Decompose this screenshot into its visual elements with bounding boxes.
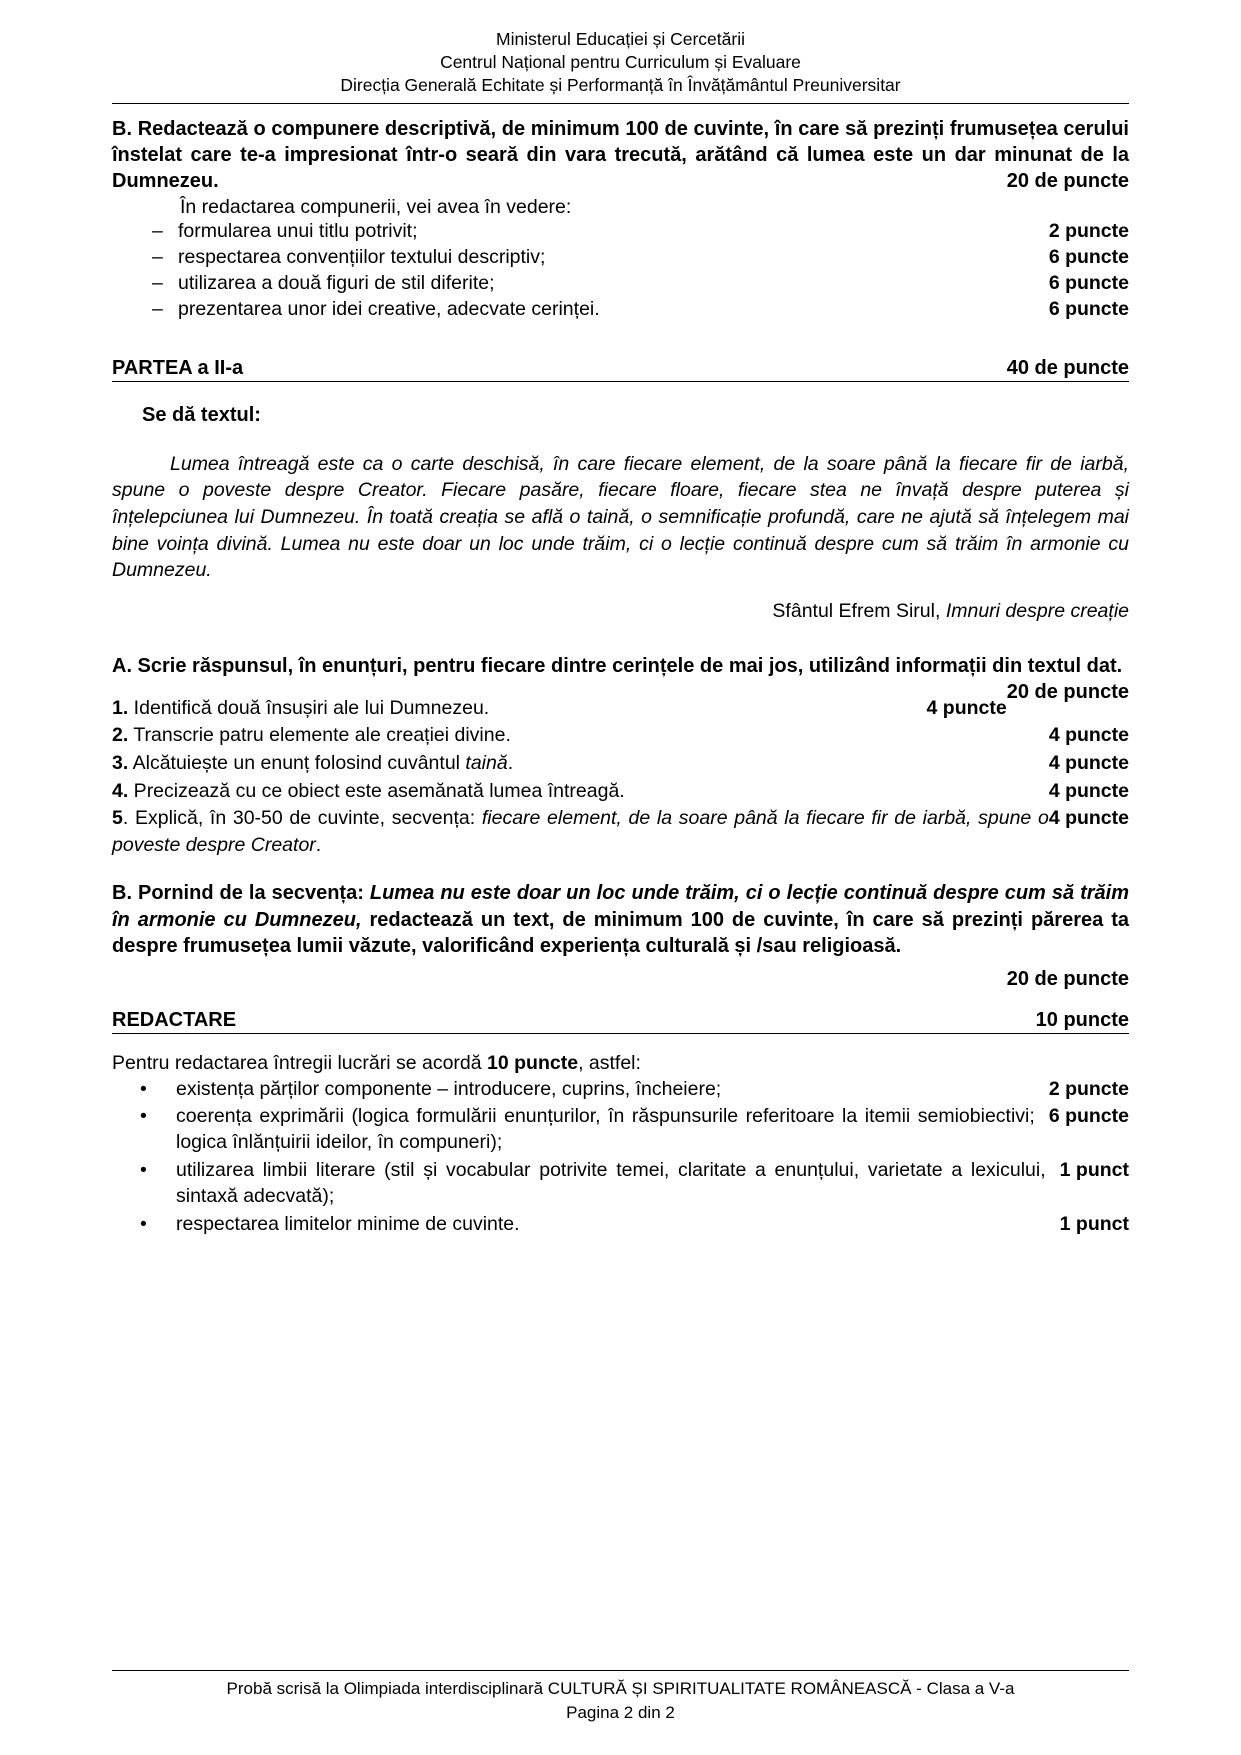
criterion-line bbox=[176, 1077, 1129, 1103]
item-body: Precizează cu ce obiect este asemănată lumea întreagă. bbox=[128, 779, 625, 802]
part1-task-b-intro: În redactarea compunerii, vei avea în vedere: bbox=[180, 196, 572, 219]
list-item bbox=[112, 1212, 1129, 1238]
redactare-title: REDACTARE bbox=[112, 1008, 237, 1031]
item-points: 4 puncte bbox=[926, 696, 1007, 719]
bullet-icon: • bbox=[140, 1213, 147, 1236]
text-given-label: Se dă textul: bbox=[142, 403, 261, 426]
criterion-points: 6 puncte bbox=[1048, 272, 1129, 295]
item-body: Transcrie patru elemente ale creației divine. bbox=[128, 724, 511, 747]
footer-exam-title: Probă scrisă la Olimpiada interdisciplinară CULTURĂ ȘI SPIRITUALITATE ROMÂNEASCĂ - Clasa a V-a bbox=[226, 1679, 1015, 1699]
list-item bbox=[112, 297, 1129, 323]
header-line-center: Centrul Național pentru Curriculum și Evaluare bbox=[440, 52, 801, 73]
list-item bbox=[112, 750, 1129, 778]
part2-task-a-items bbox=[112, 695, 1129, 806]
item-keyword: taină bbox=[465, 751, 508, 774]
criterion-points: 6 puncte bbox=[1048, 1105, 1129, 1128]
part2-task-a-item5 bbox=[112, 805, 1129, 858]
criterion-points: 1 punct bbox=[1059, 1159, 1129, 1182]
item-number: 3. bbox=[112, 751, 129, 774]
criterion-text: utilizarea limbii literare (stil și vocabular potrivite temei, claritate a enunțului, varietate a lexicului, sintaxă adecvată); bbox=[176, 1159, 1046, 1208]
list-item bbox=[112, 778, 1129, 806]
criterion-text: utilizarea a două figuri de stil diferite; bbox=[178, 272, 495, 295]
quote-work-title: Imnuri despre creație bbox=[945, 599, 1129, 622]
redactare-intro-points: 10 puncte bbox=[487, 1051, 579, 1074]
criterion-text: coerența exprimării (logica formulării enunțurilor, în răspunsurile referitoare la itemii semiobiectivi; logica înlănțuirii ideilor, în compuneri); bbox=[176, 1105, 1035, 1154]
item-text bbox=[112, 695, 927, 723]
list-item bbox=[112, 1158, 1129, 1210]
dash-icon: – bbox=[152, 246, 163, 269]
bullet-icon: • bbox=[140, 1105, 147, 1128]
criterion-points: 6 puncte bbox=[1048, 246, 1129, 269]
redactare-intro bbox=[112, 1052, 1129, 1075]
dash-icon: – bbox=[152, 272, 163, 295]
part1-task-b-points: 20 de puncte bbox=[1006, 170, 1129, 193]
document-header bbox=[112, 28, 1129, 101]
criterion-text: existența părților componente – introducere, cuprins, încheiere; bbox=[176, 1077, 722, 1100]
list-item bbox=[112, 245, 1129, 271]
item-body: Identifică două însușiri ale lui Dumnezeu. bbox=[128, 696, 490, 719]
list-item bbox=[112, 219, 1129, 245]
item-text bbox=[112, 722, 1049, 750]
item-tail: . bbox=[315, 833, 322, 856]
quote-body: Lumea întreagă este ca o carte deschisă, în care fiecare element, de la soare până la fiecare fir de iarbă, spune o poveste despre Creator. Fiecare pasăre, fiecare floare, fiecare stea ne învață despre puterea și înțelepciunea lui Dumnezeu. În toată creația se află o taină, o semnificație profundă, care ne ajută să înțelegem mai bine voința divină. Lumea nu este doar un loc unde trăim, ci o lecție continuă despre cum să trăim în armonie cu Dumnezeu. bbox=[112, 452, 1129, 582]
list-item bbox=[112, 271, 1129, 297]
item-points: 4 puncte bbox=[1048, 751, 1129, 774]
item-quoted-sequence: fiecare element, de la soare până la fiecare fir de iarbă, spune o poveste despre Creator bbox=[112, 807, 1049, 856]
part2-task-a-statement bbox=[112, 653, 1129, 703]
criterion-text: prezentarea unor idei creative, adecvate cerinței. bbox=[178, 298, 600, 321]
part2-points: 40 de puncte bbox=[1006, 356, 1129, 379]
item-body: Alcătuiește un enunț folosind cuvântul bbox=[128, 751, 466, 774]
part2-task-b-points: 20 de puncte bbox=[1006, 967, 1129, 990]
item-number: 4. bbox=[112, 779, 129, 802]
criterion-line bbox=[176, 1104, 1129, 1156]
criterion-line bbox=[176, 1212, 1129, 1238]
part2-task-b-rest: redactează un text, de minimum 100 de cuvinte, în care să prezinți părerea ta despre frumusețea lumii văzute, valorificând experiența culturală și /sau religioasă. bbox=[112, 908, 1129, 958]
redactare-criteria-list bbox=[112, 1077, 1129, 1239]
item-number: 5 bbox=[112, 807, 123, 830]
list-item bbox=[112, 1104, 1129, 1156]
redactare-intro-a: Pentru redactarea întregii lucrări se acordă bbox=[112, 1051, 488, 1074]
part1-task-b-text: B. Redactează o compunere descriptivă, de minimum 100 de cuvinte, în care să prezinți frumusețea cerului înstelat care te-a impresionat într-o seară din vara trecută, arătând că lumea este un dar minunat de la Dumnezeu. bbox=[112, 118, 1129, 193]
header-line-direction: Direcția Generală Echitate și Performanță în Învățământul Preuniversitar bbox=[340, 75, 901, 96]
header-divider bbox=[112, 103, 1129, 104]
criterion-text: formularea unui titlu potrivit; bbox=[178, 220, 418, 243]
redactare-intro-c: , astfel: bbox=[578, 1051, 641, 1074]
criterion-text: respectarea limitelor minime de cuvinte. bbox=[176, 1213, 520, 1236]
part2-task-b-statement bbox=[112, 880, 1129, 959]
part2-task-a-points: 20 de puncte bbox=[1006, 680, 1129, 703]
list-item bbox=[112, 722, 1129, 750]
part2-section-header bbox=[112, 357, 1129, 382]
criterion-points: 2 puncte bbox=[1048, 220, 1129, 243]
part1-task-b-statement bbox=[112, 116, 1129, 194]
dash-icon: – bbox=[152, 220, 163, 243]
item-text bbox=[112, 750, 1049, 778]
criterion-points: 6 puncte bbox=[1048, 298, 1129, 321]
criterion-line bbox=[176, 1158, 1129, 1210]
item-number: 2. bbox=[112, 724, 129, 747]
item-points: 4 puncte bbox=[1048, 807, 1129, 830]
list-item bbox=[112, 1077, 1129, 1103]
list-item bbox=[112, 695, 1007, 723]
footer-divider bbox=[112, 1670, 1129, 1671]
dash-icon: – bbox=[152, 298, 163, 321]
item-body: . Explică, în 30-50 de cuvinte, secvența: bbox=[122, 807, 482, 830]
redactare-points: 10 puncte bbox=[1035, 1008, 1129, 1031]
source-text-quote bbox=[112, 451, 1129, 584]
part2-title: PARTEA a II-a bbox=[112, 356, 244, 379]
item-points: 4 puncte bbox=[1048, 724, 1129, 747]
item-points: 4 puncte bbox=[1048, 779, 1129, 802]
criterion-text: respectarea convențiilor textului descriptiv; bbox=[178, 246, 546, 269]
bullet-icon: • bbox=[140, 1159, 147, 1182]
criterion-points: 2 puncte bbox=[1048, 1077, 1129, 1100]
criterion-points: 1 punct bbox=[1059, 1213, 1129, 1236]
bullet-icon: • bbox=[140, 1077, 147, 1100]
item-number: 1. bbox=[112, 696, 129, 719]
item-text bbox=[112, 778, 1049, 806]
part2-task-b-lead: B. Pornind de la secvența: bbox=[112, 882, 370, 905]
part1-task-b-criteria-list bbox=[112, 219, 1129, 323]
item-tail: . bbox=[507, 751, 514, 774]
redactare-section-header bbox=[112, 1009, 1129, 1034]
header-line-ministry: Ministerul Educației și Cercetării bbox=[496, 29, 745, 49]
document-footer bbox=[112, 1670, 1129, 1725]
quote-attribution bbox=[112, 600, 1129, 623]
part2-task-a-text: A. Scrie răspunsul, în enunțuri, pentru fiecare dintre cerințele de mai jos, utilizând informații din textul dat. bbox=[112, 654, 1123, 677]
quote-author: Sfântul Efrem Sirul, bbox=[772, 599, 946, 622]
footer-page-number: Pagina 2 din 2 bbox=[566, 1703, 675, 1723]
part2-task-b-quote: Lumea nu este doar un loc unde trăim, ci o lecție continuă despre cum să trăim în armonie cu Dumnezeu, bbox=[112, 882, 1130, 931]
